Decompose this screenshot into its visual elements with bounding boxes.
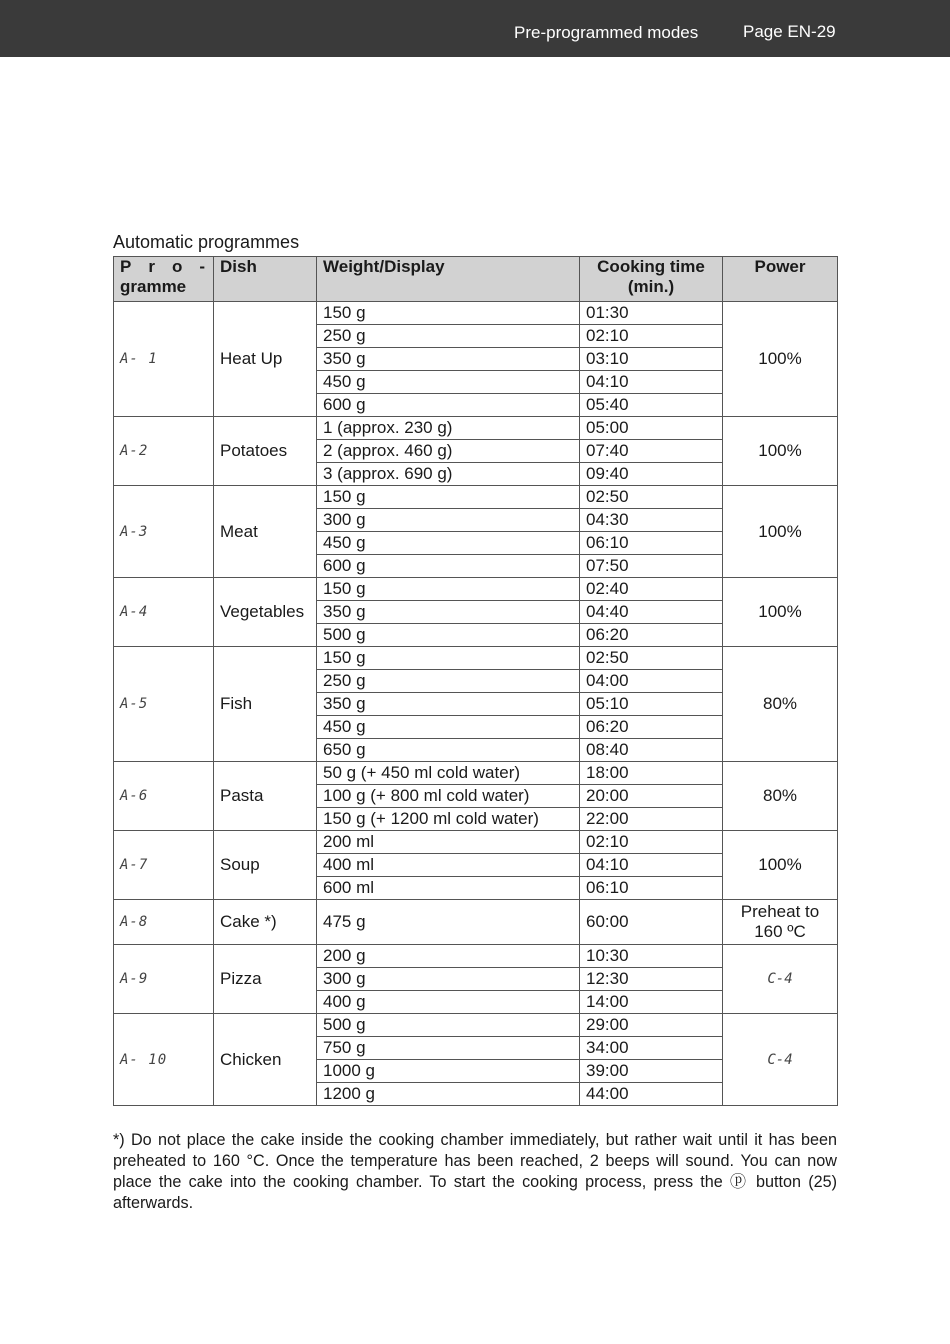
header-programme [114,257,214,302]
table-row [114,647,838,670]
header-cooking-time: Cooking time (min.) [580,257,723,302]
cooking-time-value: 10:30 [580,945,723,968]
header-programme-letter: o [171,257,183,276]
weight-value: 2 (approx. 460 g) [317,440,580,463]
table-header-row [114,257,838,302]
cooking-time-value: 09:40 [580,463,723,486]
table-row [114,578,838,601]
dish-name: Fish [214,647,317,762]
weight-value: 300 g [317,968,580,991]
power-value: Preheat to 160 ºC [723,900,838,945]
cooking-time-value: 04:10 [580,854,723,877]
cooking-time-value: 34:00 [580,1037,723,1060]
weight-value: 350 g [317,693,580,716]
cooking-time-value: 05:00 [580,417,723,440]
cooking-time-value: 06:10 [580,877,723,900]
programme-code: A-9 [114,945,214,1014]
cooking-time-value: 02:50 [580,647,723,670]
cooking-time-value: 06:20 [580,716,723,739]
power-value: 100% [723,831,838,900]
page-number: Page EN-29 [743,22,836,41]
page-header [0,0,950,57]
weight-value: 100 g (+ 800 ml cold water) [317,785,580,808]
weight-value: 250 g [317,325,580,348]
power-value: C-4 [723,945,838,1014]
programme-code: A-4 [114,578,214,647]
cooking-time-value: 02:10 [580,325,723,348]
weight-value: 150 g (+ 1200 ml cold water) [317,808,580,831]
cooking-time-value: 39:00 [580,1060,723,1083]
header-programme-letter: r [148,257,155,276]
programme-code: A- 1 [114,302,214,417]
weight-value: 50 g (+ 450 ml cold water) [317,762,580,785]
programme-code: A-5 [114,647,214,762]
weight-value: 450 g [317,716,580,739]
weight-value: 150 g [317,647,580,670]
dish-name: Pasta [214,762,317,831]
dish-name: Soup [214,831,317,900]
dish-name: Potatoes [214,417,317,486]
section-title: Pre-programmed modes [514,23,699,42]
table-row [114,486,838,509]
cooking-time-value: 03:10 [580,348,723,371]
power-value: 80% [723,647,838,762]
weight-value: 250 g [317,670,580,693]
cooking-time-value: 07:50 [580,555,723,578]
table-row [114,762,838,785]
cooking-time-value: 14:00 [580,991,723,1014]
dish-name: Chicken [214,1014,317,1106]
cooking-time-value: 44:00 [580,1083,723,1106]
weight-value: 600 g [317,555,580,578]
weight-value: 350 g [317,348,580,371]
power-value: 80% [723,762,838,831]
weight-value: 400 ml [317,854,580,877]
table-row [114,831,838,854]
programme-code: A-3 [114,486,214,578]
weight-value: 300 g [317,509,580,532]
programme-code: A-2 [114,417,214,486]
programme-code: A-6 [114,762,214,831]
cooking-time-value: 05:10 [580,693,723,716]
weight-value: 200 ml [317,831,580,854]
weight-value: 500 g [317,624,580,647]
cooking-time-value: 20:00 [580,785,723,808]
header-programme-letter: P [120,257,132,276]
weight-value: 150 g [317,486,580,509]
cooking-time-value: 04:40 [580,601,723,624]
programme-code: A- 10 [114,1014,214,1106]
footnote: *) Do not place the cake inside the cooking chamber immediately, but rather wait until it has been preheated to 160 °C. Once the temperature has been reached, 2 beeps will sound. You can now place the cake into the cooking chamber. To start the cooking process, press the ⓟ button (25) afterwards. [113,1131,837,1212]
header-power: Power [723,257,838,302]
table-row [114,1014,838,1037]
cooking-time-value: 60:00 [580,900,723,945]
weight-value: 1 (approx. 230 g) [317,417,580,440]
weight-value: 500 g [317,1014,580,1037]
weight-value: 3 (approx. 690 g) [317,463,580,486]
cooking-time-value: 04:00 [580,670,723,693]
table-body [114,302,838,1106]
header-programme-letter: - [199,257,205,276]
table-row [114,900,838,945]
cooking-time-value: 02:40 [580,578,723,601]
cooking-time-value: 22:00 [580,808,723,831]
programme-code: A-7 [114,831,214,900]
power-value: 100% [723,578,838,647]
table-row [114,417,838,440]
weight-value: 750 g [317,1037,580,1060]
cooking-time-value: 04:30 [580,509,723,532]
weight-value: 450 g [317,532,580,555]
dish-name: Meat [214,486,317,578]
weight-value: 650 g [317,739,580,762]
cooking-time-value: 12:30 [580,968,723,991]
cooking-time-value: 02:10 [580,831,723,854]
power-value: 100% [723,417,838,486]
weight-value: 450 g [317,371,580,394]
weight-value: 600 ml [317,877,580,900]
automatic-programmes-table [113,256,838,1106]
dish-name: Vegetables [214,578,317,647]
power-value: 100% [723,302,838,417]
cooking-time-value: 06:10 [580,532,723,555]
dish-name: Pizza [214,945,317,1014]
cooking-time-value: 02:50 [580,486,723,509]
header-weight: Weight/Display [317,257,580,302]
table-row [114,302,838,325]
power-value: 100% [723,486,838,578]
cooking-time-value: 29:00 [580,1014,723,1037]
dish-name: Heat Up [214,302,317,417]
header-dish: Dish [214,257,317,302]
weight-value: 200 g [317,945,580,968]
weight-value: 150 g [317,302,580,325]
programme-code: A-8 [114,900,214,945]
table-caption: Automatic programmes [113,232,300,252]
cooking-time-value: 06:20 [580,624,723,647]
weight-value: 1200 g [317,1083,580,1106]
cooking-time-value: 01:30 [580,302,723,325]
table-row [114,945,838,968]
cooking-time-value: 18:00 [580,762,723,785]
weight-value: 1000 g [317,1060,580,1083]
weight-value: 350 g [317,601,580,624]
cooking-time-value: 07:40 [580,440,723,463]
cooking-time-value: 05:40 [580,394,723,417]
weight-value: 475 g [317,900,580,945]
weight-value: 600 g [317,394,580,417]
power-value: C-4 [723,1014,838,1106]
header-programme-rest: gramme [120,277,187,296]
cooking-time-value: 08:40 [580,739,723,762]
dish-name: Cake *) [214,900,317,945]
weight-value: 400 g [317,991,580,1014]
weight-value: 150 g [317,578,580,601]
cooking-time-value: 04:10 [580,371,723,394]
